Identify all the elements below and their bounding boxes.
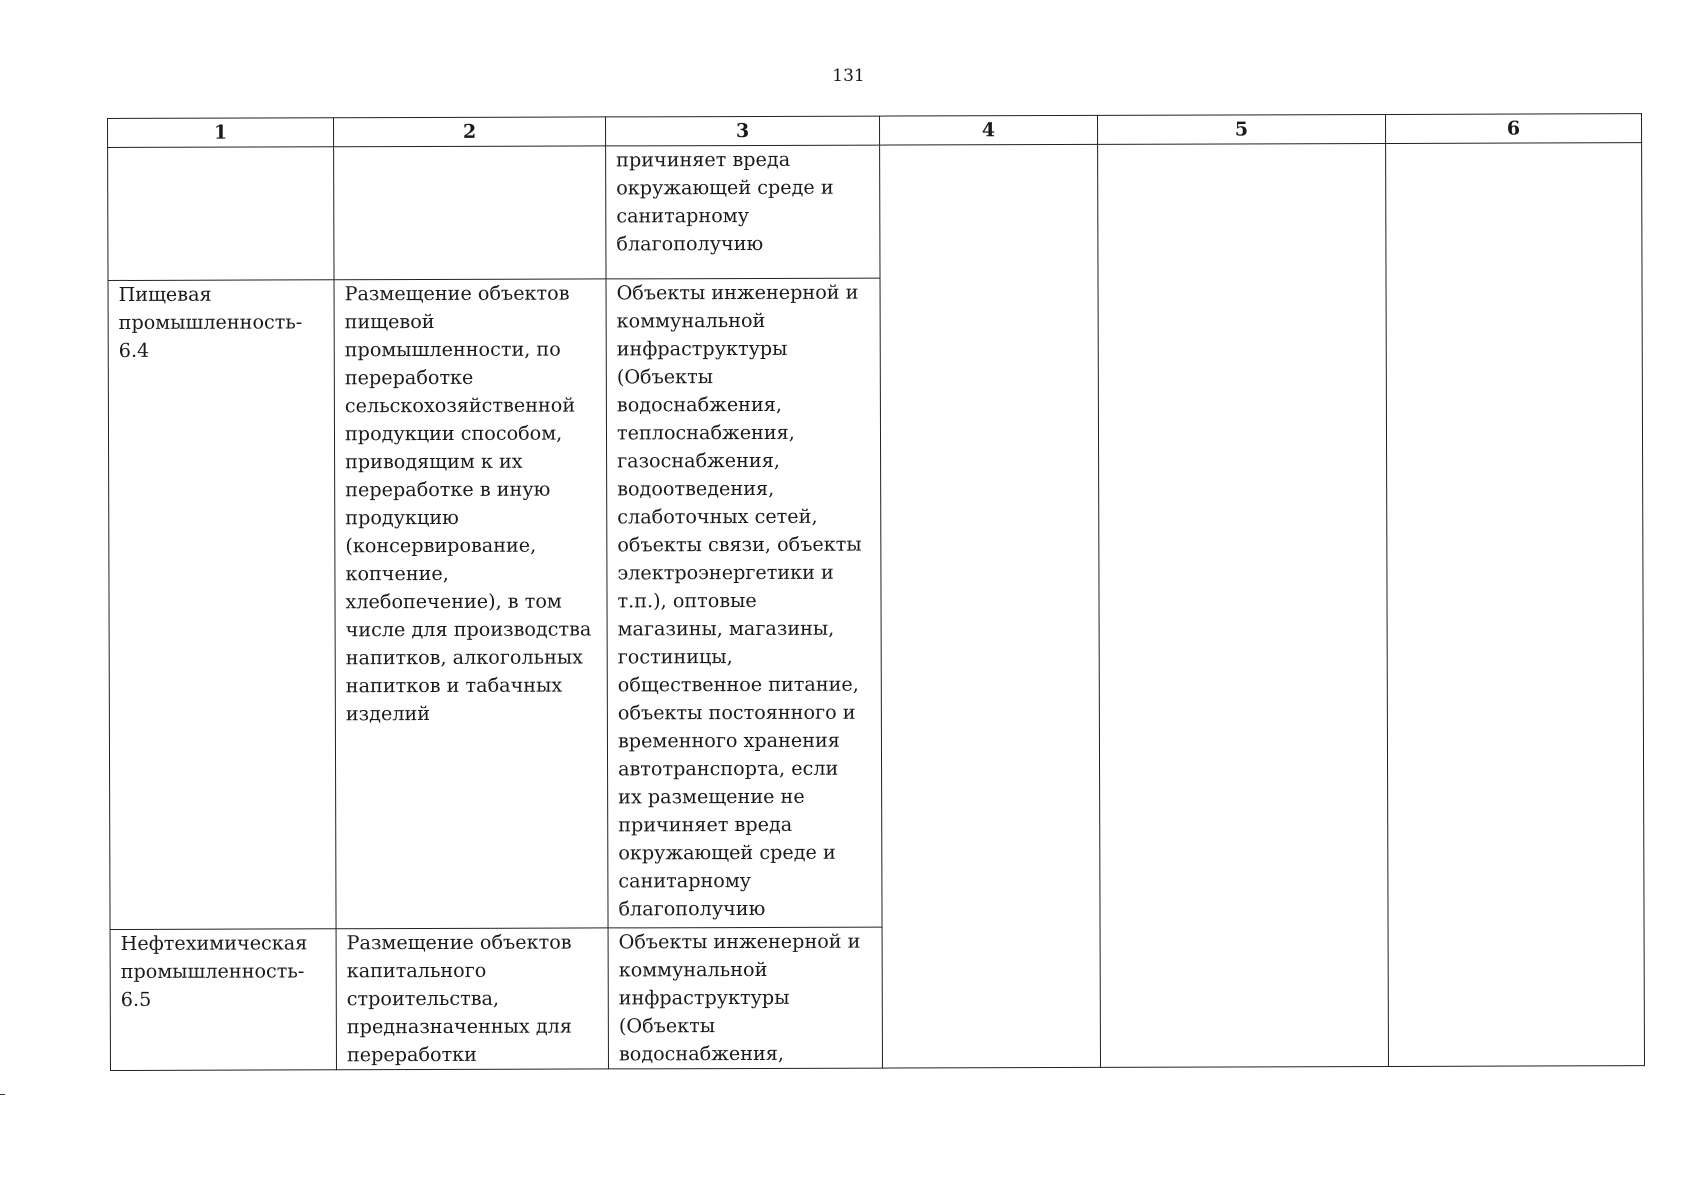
cell-col6 [1386, 143, 1645, 1067]
scan-margin-mark [0, 1094, 5, 1095]
cell-objects [608, 927, 882, 1069]
cell-name [108, 280, 336, 930]
page-number: 131 [832, 66, 865, 86]
cell-name [110, 929, 336, 1071]
cell-description [336, 928, 608, 1070]
table-row [108, 143, 1642, 281]
header-cell-2: 2 [334, 117, 606, 147]
cell-name-text: Нефтехимическая промышленность- 6.5 [120, 931, 308, 1011]
cell-name [108, 147, 334, 281]
cell-description-text: Размещение объектов капитального строительства, предназначенных для переработки [346, 930, 572, 1067]
zoning-table [107, 113, 1645, 1071]
cell-description [334, 279, 608, 929]
cell-objects [606, 278, 882, 928]
cell-col5 [1098, 143, 1389, 1067]
cell-col5-text [1108, 144, 1375, 145]
cell-description-text [344, 146, 595, 147]
header-cell-6: 6 [1385, 114, 1641, 144]
cell-description [334, 146, 606, 280]
header-cell-5: 5 [1097, 114, 1385, 144]
cell-objects-text: Объекты инженерной и коммунальной инфраструктуры (Объекты водоснабжения, теплоснабжения, газоснабжения, водоотведения, слаботочных сетей, объекты связи, объекты электроэнергетики и т.п.), оптовые магазины, магазины, гостиницы, общественное питание, объекты постоянного и временного хранения автотранспорта, если их размещение не причиняет вреда окружающей среде и санитарному благополучию [616, 280, 862, 921]
cell-description-text: Размещение объектов пищевой промышленности, по переработке сельскохозяйственной продукции способом, приводящим к их переработке в иную продукцию (консервирование, копчение, хлебопечение), в том числе для производства напитков, алкогольных напитков и табачных изделий [344, 281, 592, 726]
header-cell-1: 1 [108, 118, 334, 148]
header-cell-3: 3 [605, 116, 879, 146]
cell-name-text [118, 147, 323, 148]
cell-col4-text [890, 145, 1087, 146]
header-cell-4: 4 [879, 115, 1097, 145]
cell-objects-text: причиняет вреда окружающей среде и санитарному благополучию [616, 147, 834, 256]
cell-objects-text: Объекты инженерной и коммунальной инфраструктуры (Объекты водоснабжения, [618, 929, 861, 1066]
cell-col4 [880, 144, 1101, 1068]
cell-name-text: Пищевая промышленность- 6.4 [118, 282, 303, 362]
cell-objects [606, 145, 880, 279]
cell-col6-text [1396, 143, 1631, 144]
